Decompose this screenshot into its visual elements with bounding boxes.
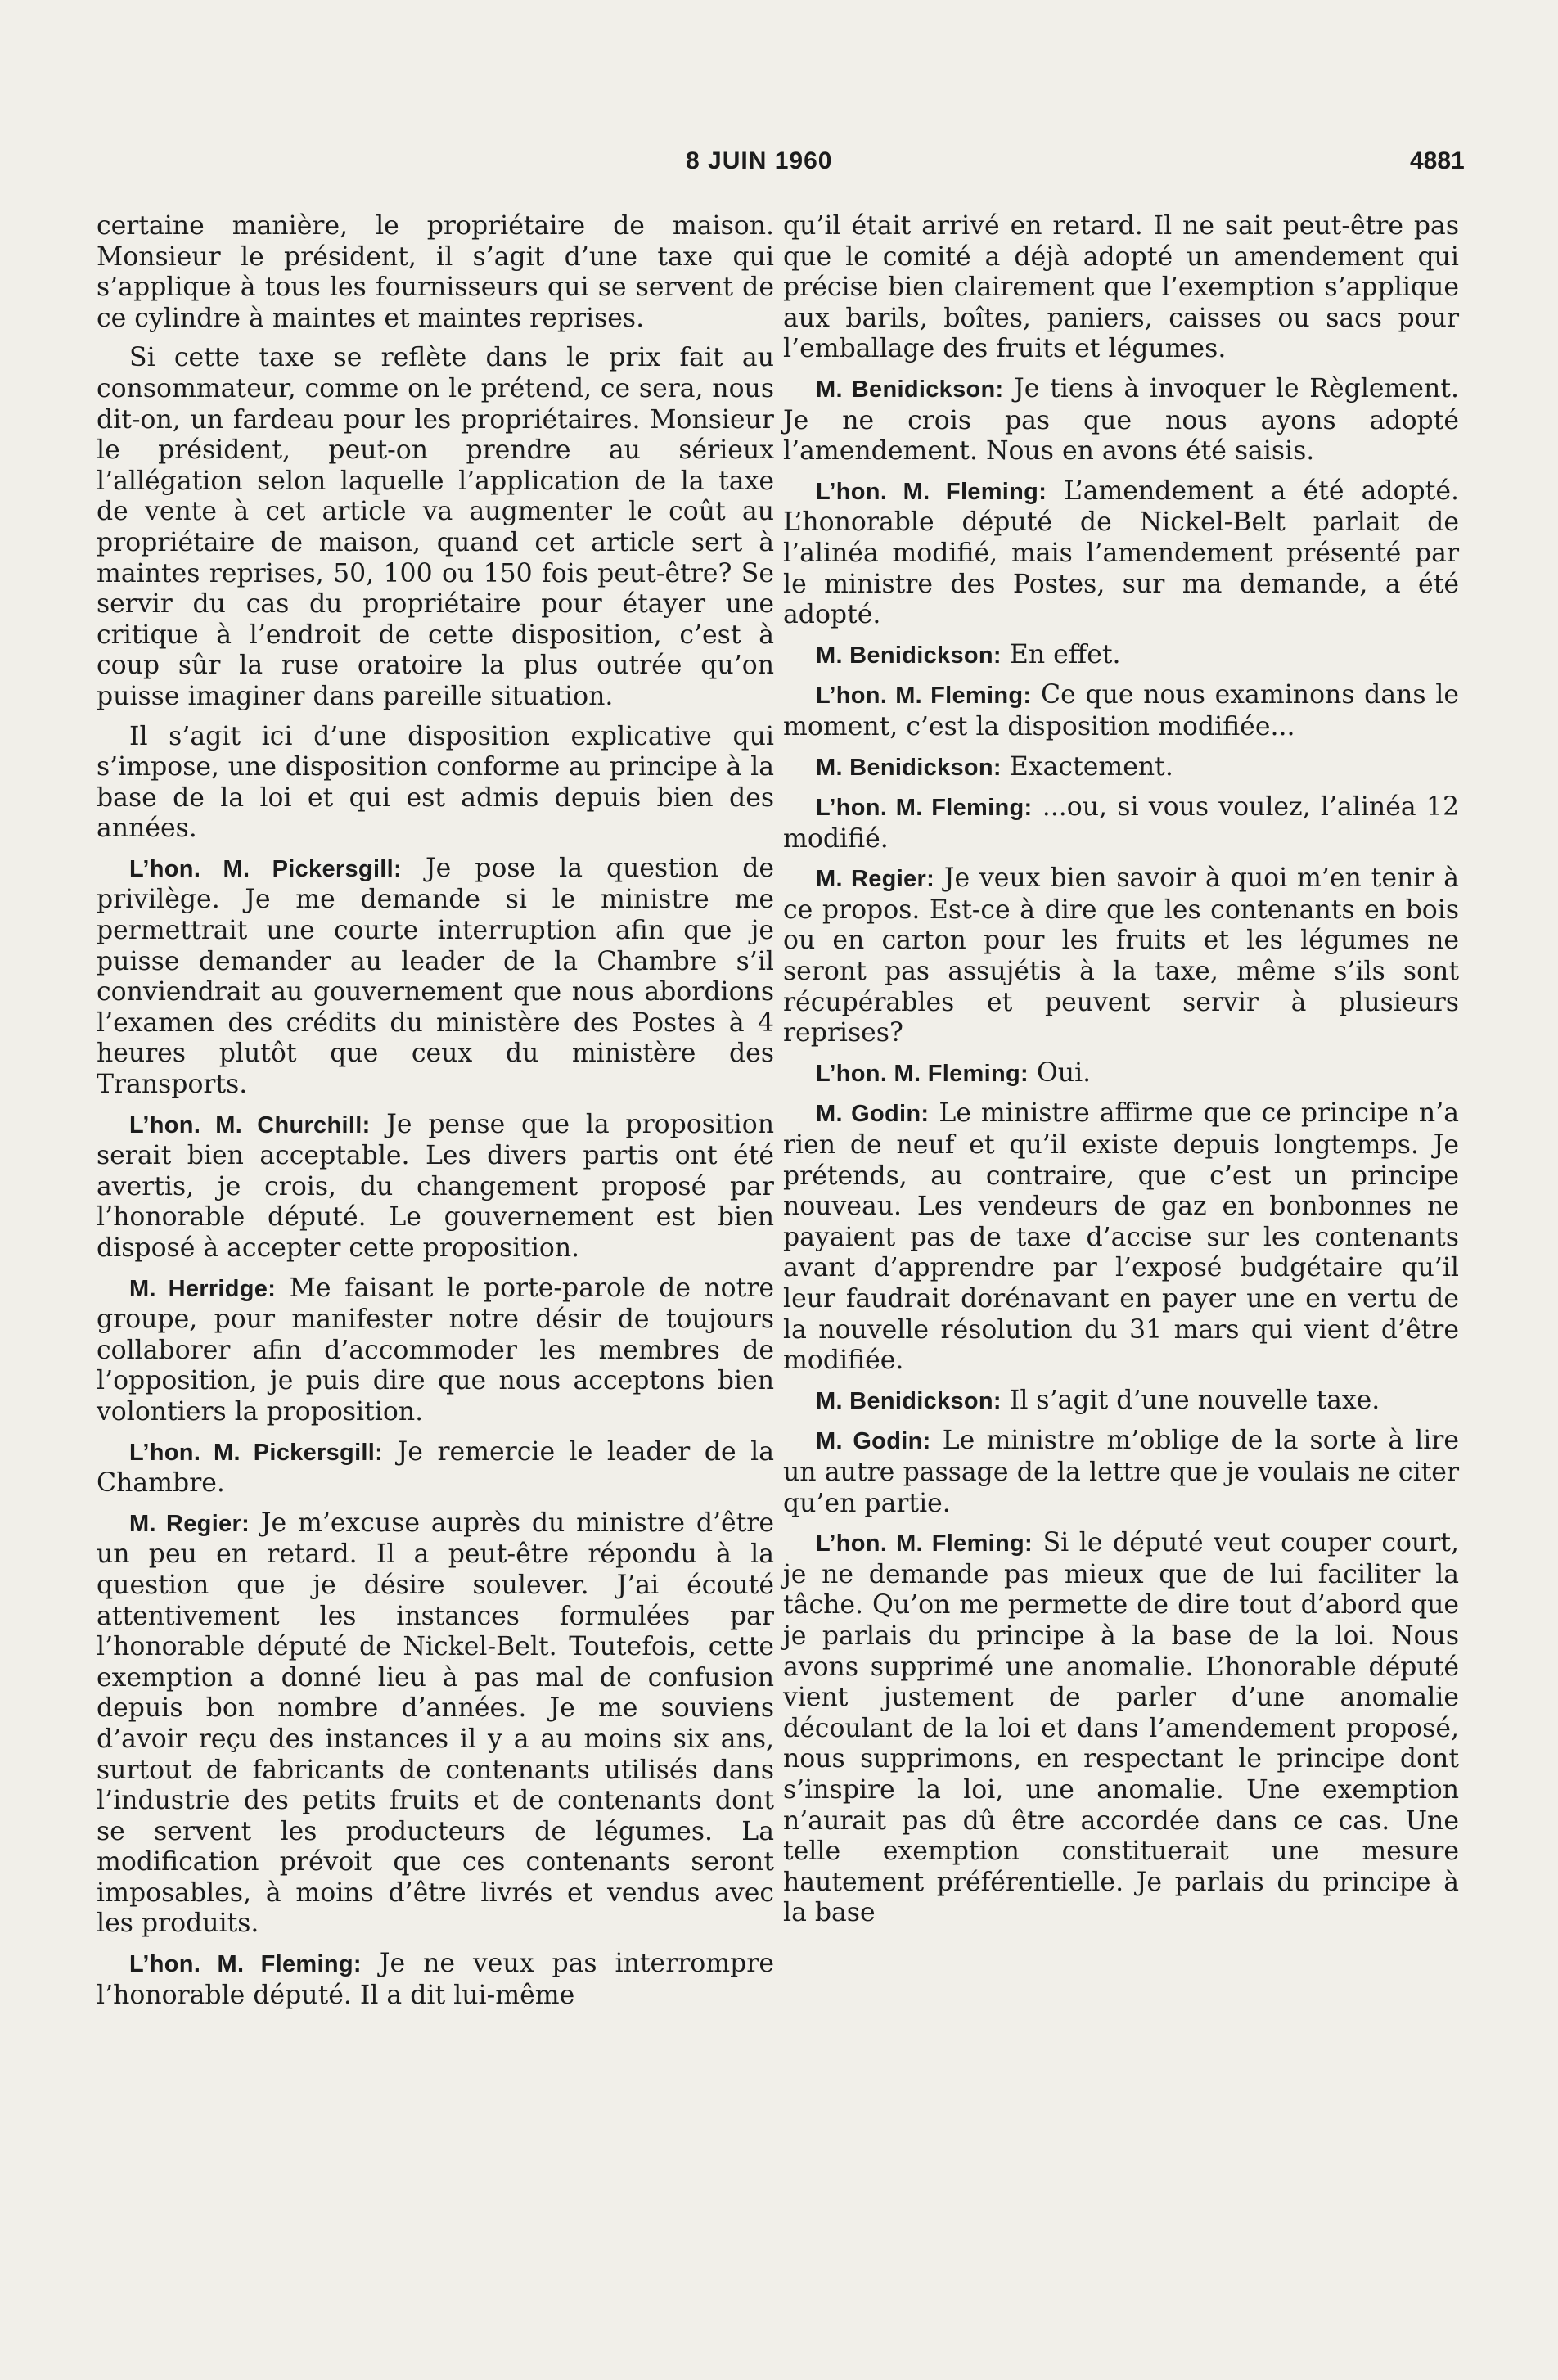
speech-paragraph: M. Benidickson: Je tiens à invoquer le Règlement. Je ne crois pas que nous ayons adopté l’amendement. Nous en avons été saisis. [783, 373, 1459, 467]
speaker-name: L’hon. M. Fleming: [816, 478, 1047, 505]
speech-paragraph: L’hon. M. Churchill: Je pense que la proposition serait bien acceptable. Les divers partis ont été avertis, je crois, du changement proposé par l’honorable député. Le gouvernement est bien disposé à accepter cette proposition. [97, 1109, 774, 1263]
speaker-name: L’hon. M. Fleming: [129, 1951, 362, 1978]
speech-paragraph: L’hon. M. Fleming: Oui. [816, 1057, 1092, 1088]
speech-paragraph: L’hon. M. Pickersgill: Je remercie le leader de la Chambre. [97, 1436, 774, 1499]
speaker-name: M. Benidickson: [816, 376, 1004, 403]
speech-paragraph: M. Herridge: Me faisant le porte-parole de notre groupe, pour manifester notre désir de toujours collaborer afin d’accommoder les membres de l’opposition, je puis dire que nous acceptons bien volontiers la proposition. [97, 1273, 775, 1427]
speech-paragraph: L’hon. M. Fleming: L’amendement a été adopté. L’honorable député de Nickel-Belt parlait de l’alinéa modifié, mais l’amendement présenté par le ministre des Postes, sur ma demande, a été adopté. [783, 476, 1459, 630]
speaker-name: M. Herridge: [129, 1275, 277, 1302]
speech-paragraph: L’hon. M. Fleming: Je ne veux pas interrompre l’honorable député. Il a dit lui-même [97, 1949, 775, 2010]
speaker-name: L’hon. M. Fleming: [816, 683, 1032, 710]
paragraph: qu’il était arrivé en retard. Il ne sait peut-être pas que le comité a déjà adopté un amendement qui précise bien clairement que l’exemption s’applique aux barils, boîtes, paniers, caisses ou sacs pour l’emballage des fruits et légumes. [783, 211, 1459, 364]
speech-paragraph: M. Regier: Je m’excuse auprès du ministre d’être un peu en retard. Il a peut-être répondu à la question que je désire soulever. J’ai écouté attentivement les instances formulées par l’honorable député de Nickel-Belt. Toutefois, cette exemption a donné lieu à pas mal de confusion depuis bon nombre d’années. Je me souviens d’avoir reçu des instances il y a au moins six ans, surtout de fabricants de contenants utilisés dans l’industrie des petits fruits et de contenants dont se servent les producteurs de légumes. La modification prévoit que ces contenants seront imposables, à moins d’être livrés et vendus avec les produits. [97, 1508, 775, 1939]
speech-paragraph: L’hon. M. Pickersgill: Je pose la question de privilège. Je me demande si le ministre me permettrait une courte interruption afin que je puisse demander au leader de la Chambre s’il conviendrait au gouvernement que nous abordions l’examen des crédits du ministère des Postes à 4 heures plutôt que ceux du ministère des Transports. [97, 853, 774, 1100]
speaker-name: M. Godin: [816, 1428, 931, 1455]
speaker-name: M. Godin: [816, 1101, 930, 1128]
page-header [0, 147, 1558, 188]
paragraph: Si cette taxe se reflète dans le prix fait au consommateur, comme on le prétend, ce sera, nous dit-on, un fardeau pour les propriétaires. Monsieur le président, peut-on prendre au sérieux l’allégation selon laquelle l’application de la taxe de vente à cet article va augmenter le coût au propriétaire de maison, quand cet article sert à maintes reprises, 50, 100 ou 150 fois peut-être? Se servir du cas du propriétaire pour étayer une critique à l’endroit de cette disposition, c’est à coup sûr la ruse oratoire la plus outrée qu’on puisse imaginer dans pareille situation. [97, 343, 774, 711]
speaker-name: L’hon. M. Pickersgill: [129, 1439, 384, 1466]
speech-paragraph: M. Benidickson: Exactement. [816, 751, 1173, 782]
speaker-name: L’hon. M. Pickersgill: [129, 855, 402, 882]
speaker-name: L’hon. M. Fleming: [816, 795, 1033, 822]
speech-paragraph: M. Benidickson: Il s’agit d’une nouvelle taxe. [816, 1385, 1380, 1415]
speaker-name: M. Benidickson: [816, 754, 1002, 781]
speaker-name: L’hon. M. Fleming: [816, 1530, 1033, 1557]
speech-paragraph: M. Godin: Le ministre m’oblige de la sorte à lire un autre passage de la lettre que je voulais ne citer qu’en partie. [783, 1426, 1459, 1518]
paragraph: Il s’agit ici d’une disposition explicative qui s’impose, une disposition conforme au principe à la base de la loi et qui est admis depuis bien des années. [97, 721, 774, 844]
speaker-name: M. Benidickson: [816, 642, 1002, 669]
speech-paragraph: L’hon. M. Fleming: Ce que nous examinons dans le moment, c’est la disposition modifiée... [783, 680, 1459, 741]
speaker-name: M. Regier: [129, 1510, 250, 1537]
right-column [783, 211, 1459, 1938]
page-number: 4881 [1410, 147, 1465, 174]
speech-paragraph: M. Godin: Le ministre affirme que ce principe n’a rien de neuf et qu’il existe depuis longtemps. Je prétends, au contraire, que c’est un principe nouveau. Les vendeurs de gaz en bonbonnes ne payaient pas de taxe d’accise sur les contenants avant d’apprendre par l’exposé budgétaire qu’il leur faudrait dorénavant en payer une en vertu de la nouvelle résolution du 31 mars qui vient d’être modifiée. [783, 1098, 1459, 1376]
speaker-name: M. Regier: [816, 866, 935, 893]
speaker-name: M. Benidickson: [816, 1387, 1002, 1414]
speech-paragraph: M. Benidickson: En effet. [816, 639, 1121, 669]
speech-paragraph: L’hon. M. Fleming: Si le député veut couper court, je ne demande pas mieux que de lui faciliter la tâche. Qu’on me permette de dire tout d’abord que je parlais du principe à la base de la loi. Nous avons supprimé une anomalie. L’honorable député vient justement de parler d’une anomalie découlant de la loi et dans l’amendement proposé, nous supprimons, en respectant le principe dont s’inspire la loi, une anomalie. Une exemption n’aurait pas dû être accordée dans ce cas. Une telle exemption constituerait une mesure hautement préférentielle. Je parlais du principe à la base [783, 1528, 1459, 1928]
left-column [97, 211, 774, 2020]
speech-paragraph: M. Regier: Je veux bien savoir à quoi m’en tenir à ce propos. Est-ce à dire que les contenants en bois ou en carton pour les fruits et les légumes ne seront pas assujétis à la taxe, même s’ils sont récupérables et peuvent servir à plusieurs reprises? [783, 863, 1460, 1048]
speaker-name: L’hon. M. Churchill: [129, 1111, 371, 1138]
paragraph: certaine manière, le propriétaire de maison. Monsieur le président, il s’agit d’une taxe qui s’applique à tous les fournisseurs qui se servent de ce cylindre à maintes et maintes reprises. [97, 211, 774, 333]
page-date: 8 JUIN 1960 [686, 147, 833, 174]
speaker-name: L’hon. M. Fleming: [816, 1060, 1029, 1087]
speech-paragraph: L’hon. M. Fleming: ...ou, si vous voulez, l’alinéa 12 modifié. [783, 792, 1459, 854]
